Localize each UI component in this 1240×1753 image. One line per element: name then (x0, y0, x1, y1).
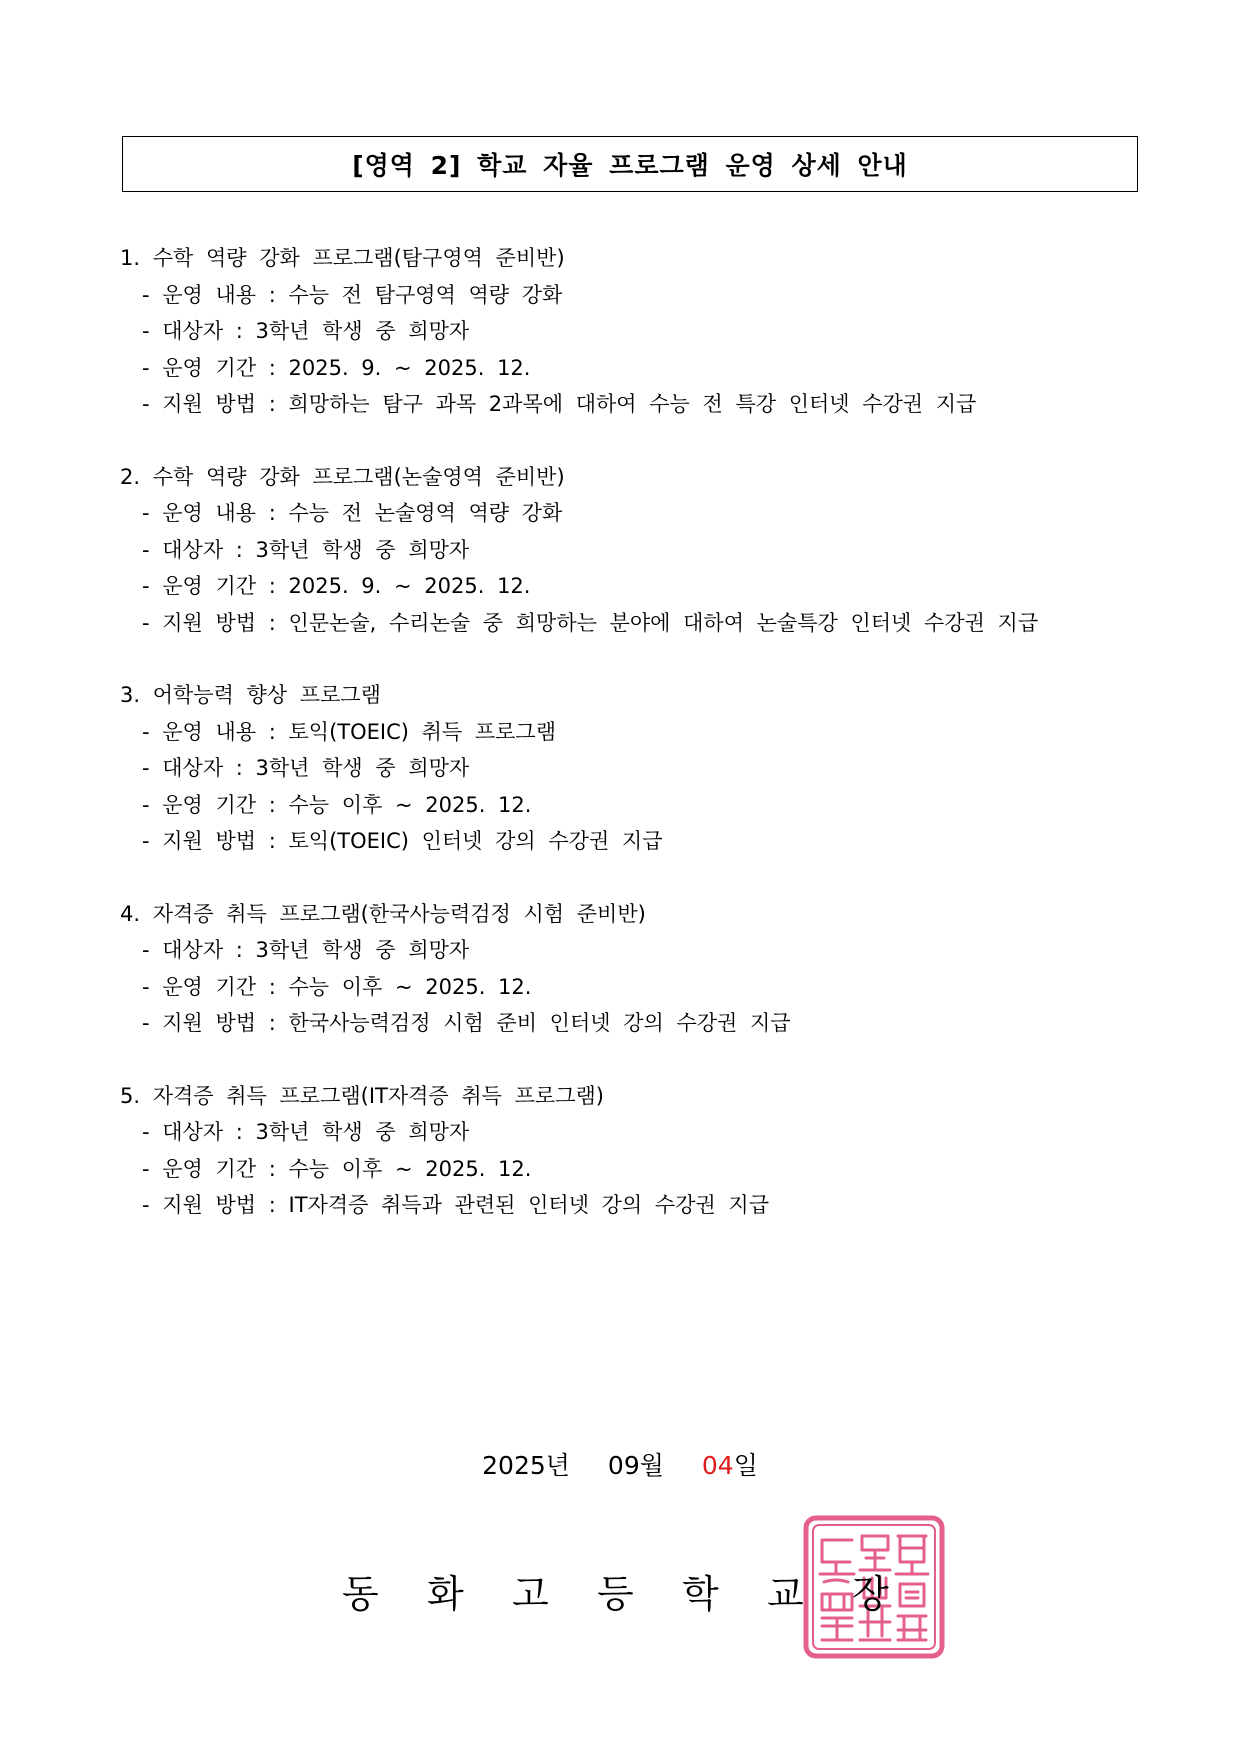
section-5 (120, 1078, 1160, 1224)
signature-char: 화 (427, 1572, 464, 1616)
section-item: - 지원 방법 : 한국사능력검정 시험 준비 인터넷 강의 수강권 지급 (142, 1011, 791, 1035)
section-item: - 대상자 : 3학년 학생 중 희망자 (142, 756, 470, 780)
date-day: 04 (701, 1451, 734, 1480)
section-item: - 대상자 : 3학년 학생 중 희망자 (142, 319, 470, 343)
section-item: - 지원 방법 : 희망하는 탐구 과목 2과목에 대하여 수능 전 특강 인터넷 수강권 지급 (142, 392, 977, 416)
document-body (120, 240, 1160, 1260)
date-year-unit: 년 (545, 1451, 570, 1480)
date-year: 2025 (482, 1451, 546, 1480)
signature-char: 장 (852, 1572, 889, 1616)
section-item: - 대상자 : 3학년 학생 중 희망자 (142, 537, 470, 562)
section-3 (120, 677, 1160, 860)
section-heading: 1. 수학 역량 강화 프로그램(탐구영역 준비반) (120, 246, 565, 270)
section-item: - 지원 방법 : 토익(TOEIC) 인터넷 강의 수강권 지급 (142, 829, 663, 853)
date-month: 09 (607, 1451, 640, 1480)
section-item: - 운영 기간 : 수능 이후 ~ 2025. 12. (142, 1156, 532, 1181)
section-item: - 대상자 : 3학년 학생 중 희망자 (142, 1120, 470, 1144)
section-item: - 운영 내용 : 수능 전 탐구영역 역량 강화 (142, 282, 563, 307)
title-box (122, 136, 1138, 192)
document-title: [영역 2] 학교 자율 프로그램 운영 상세 안내 (352, 151, 908, 180)
section-item: - 운영 내용 : 토익(TOEIC) 취득 프로그램 (142, 719, 557, 744)
section-item: - 운영 기간 : 2025. 9. ~ 2025. 12. (142, 355, 531, 380)
school-principal-signature (342, 1563, 937, 1618)
date-month-unit: 월 (639, 1451, 664, 1480)
section-heading: 2. 수학 역량 강화 프로그램(논술영역 준비반) (120, 464, 565, 489)
section-item: - 대상자 : 3학년 학생 중 희망자 (142, 938, 470, 962)
signature-char: 동 (342, 1572, 379, 1616)
signature-char: 교 (767, 1572, 804, 1616)
section-item: - 운영 기간 : 2025. 9. ~ 2025. 12. (142, 574, 531, 598)
date-day-unit: 일 (733, 1451, 758, 1480)
signature-char: 학 (682, 1572, 719, 1616)
section-item: - 운영 기간 : 수능 이후 ~ 2025. 12. (142, 792, 532, 817)
section-item: - 운영 기간 : 수능 이후 ~ 2025. 12. (142, 974, 532, 999)
section-item: - 지원 방법 : IT자격증 취득과 관련된 인터넷 강의 수강권 지급 (142, 1193, 770, 1217)
section-1 (120, 240, 1160, 423)
section-4 (120, 896, 1160, 1042)
section-heading: 4. 자격증 취득 프로그램(한국사능력검정 시험 준비반) (120, 901, 646, 926)
document-date (0, 1446, 1240, 1482)
section-heading: 5. 자격증 취득 프로그램(IT자격증 취득 프로그램) (120, 1083, 604, 1108)
section-item: - 지원 방법 : 인문논술, 수리논술 중 희망하는 분야에 대하여 논술특강 인터넷 수강권 지급 (142, 610, 1039, 635)
section-heading: 3. 어학능력 향상 프로그램 (120, 683, 381, 707)
section-2 (120, 459, 1160, 642)
signature-char: 등 (597, 1572, 634, 1616)
signature-char: 고 (512, 1572, 549, 1616)
section-item: - 운영 내용 : 수능 전 논술영역 역량 강화 (142, 501, 563, 525)
